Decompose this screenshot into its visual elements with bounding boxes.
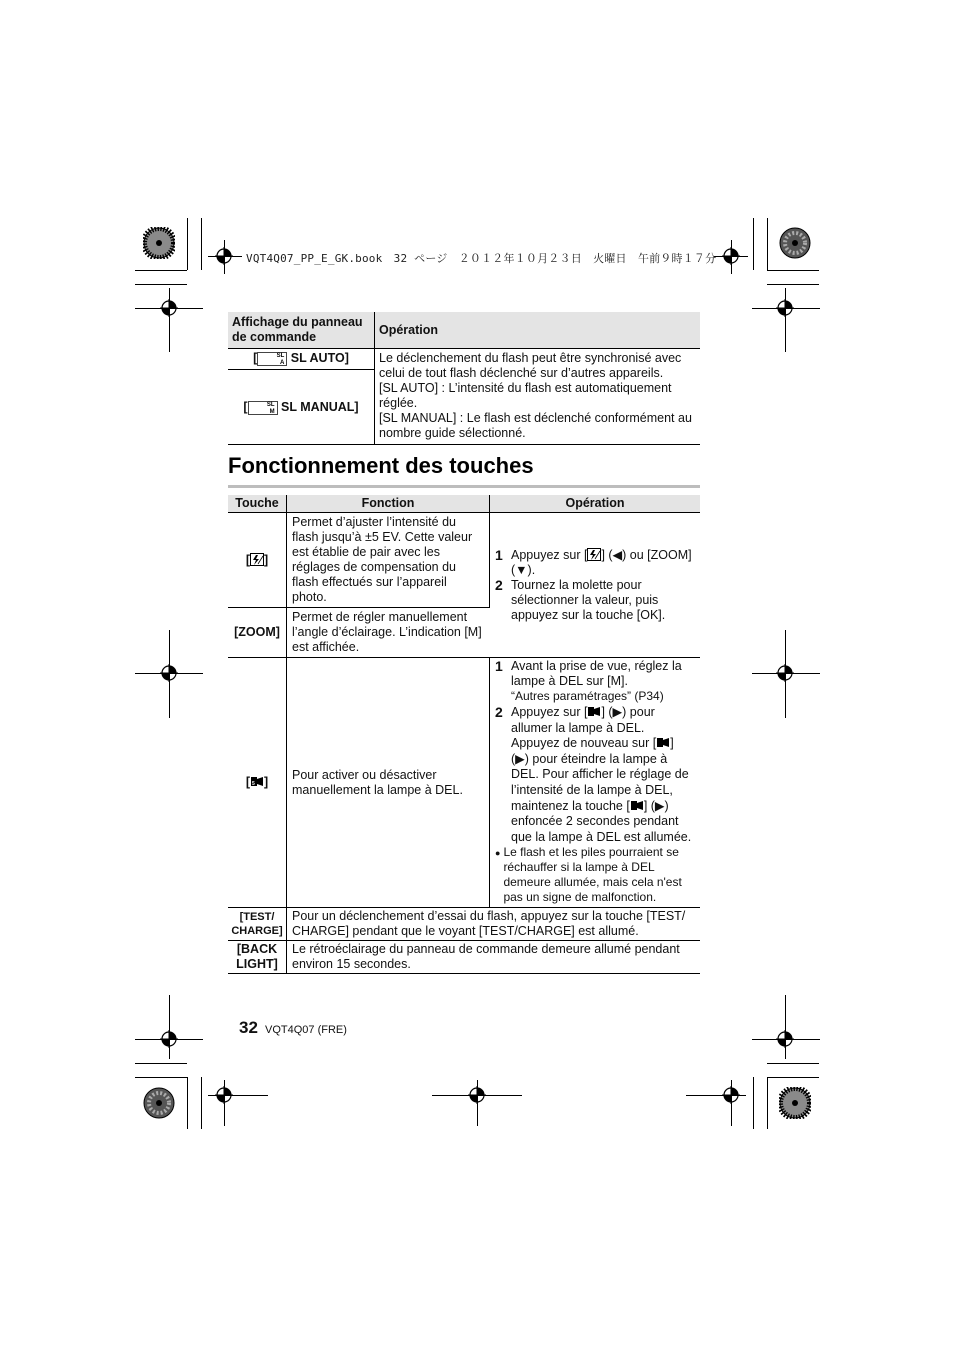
sl-auto-icon: SL A	[257, 352, 287, 366]
back-light-text: Le rétroéclairage du panneau de commande demeure allumé pendant environ 15 secondes.	[292, 942, 680, 972]
svg-text:5: 5	[252, 781, 255, 788]
rosette-mark-icon	[779, 1087, 811, 1119]
zoom-function: Permet de régler manuellement l’angle d’éclairage. L’indication [M] est affichée.	[292, 610, 482, 654]
sl-manual-label: [ SL M SL MANUAL]	[228, 370, 375, 445]
registration-target-icon	[468, 1086, 486, 1104]
flash-compensation-icon	[250, 553, 264, 566]
book-header-line: VQT4Q07_PP_E_GK.book 32 ページ ２０１２年１０月２３日 火曜日 午前９時１７分	[246, 252, 717, 265]
registration-target-icon	[215, 1086, 233, 1104]
flash-function: Permet d’ajuster l’intensité du flash jusqu’à ±5 EV. Cette valeur est établie de pair avec les réglages de compensation du flash effectués sur l’appareil photo.	[287, 513, 490, 608]
registration-target-icon	[160, 664, 178, 682]
flash-compensation-icon	[587, 548, 601, 561]
key-led: [ 5 ]	[228, 658, 287, 908]
led-lamp-icon	[250, 775, 264, 788]
panel-display-table	[228, 312, 700, 445]
registration-target-icon	[722, 1086, 740, 1104]
sl-description: Le déclenchement du flash peut être synchronisé avec celui de tout flash déclenché sur d’autres appareils. [SL AUTO] : L’intensité du flash est automatiquement réglée. [SL MANUAL] : Le flash est déclenché conformément au nombre guide sélectionné.	[375, 349, 701, 445]
step-1: 1 Avant la prise de vue, réglez la lampe à DEL sur [M]. “Autres paramétrages” (P34)	[495, 658, 682, 703]
col-header-operation: Opération	[490, 495, 701, 513]
col-header-display: Affichage du panneau de commande	[228, 312, 375, 349]
flash-zoom-steps	[490, 513, 701, 658]
col-header-key: Touche	[228, 495, 287, 513]
title-rule	[228, 485, 700, 488]
rosette-mark-icon	[143, 227, 175, 259]
registration-target-icon	[776, 1030, 794, 1048]
col-header-function: Fonction	[287, 495, 490, 513]
led-note: ● Le flash et les piles pourraient se réchauffer si la lampe à DEL demeure allumée, mais cela n'est pas un signe de malfonction.	[495, 845, 682, 905]
step-1: 1 Appuyez sur [ ] (◀) ou [ZOOM] (▼).	[495, 546, 692, 577]
key-zoom: [ZOOM]	[228, 608, 287, 658]
led-lamp-icon	[656, 736, 670, 749]
key-flash: [ ]	[228, 513, 287, 608]
step-2: 2 Appuyez sur [ ] (▶) pour allumer la lampe à DEL. Appuyez de nouveau sur [ ] (▶) pour éteindre la lampe à DEL. Pour afficher le réglage de l’intensité de la lampe à DEL, maintenez la touche [ ] (▶) enfoncée 2 secondes pendant que la lampe à DEL est allumée.	[495, 704, 692, 844]
registration-target-icon	[776, 299, 794, 317]
led-function: Pour activer ou désactiver manuellement la lampe à DEL.	[287, 658, 490, 908]
page-number: 32	[239, 1018, 258, 1037]
step-2: 2 Tournez la molette pour sélectionner la valeur, puis appuyez sur la touche [OK].	[495, 576, 666, 622]
key-test-charge: [TEST/ CHARGE]	[228, 908, 287, 941]
led-lamp-icon	[630, 799, 644, 812]
section-title: Fonctionnement des touches	[228, 453, 534, 478]
registration-target-icon	[776, 664, 794, 682]
registration-target-icon	[160, 1030, 178, 1048]
rosette-mark-icon	[143, 1087, 175, 1119]
rosette-mark-icon	[779, 227, 811, 259]
registration-target-icon	[215, 247, 233, 265]
document-code: VQT4Q07 (FRE)	[265, 1024, 347, 1036]
keys-table	[228, 495, 700, 974]
led-lamp-icon	[587, 705, 601, 718]
registration-target-icon	[160, 299, 178, 317]
led-steps	[490, 658, 701, 908]
sl-manual-icon: SL M	[248, 401, 278, 415]
test-charge-text: Pour un déclenchement d’essai du flash, appuyez sur la touche [TEST/ CHARGE] pendant que le voyant [TEST/CHARGE] est allumé.	[292, 909, 686, 939]
sl-auto-label: [ SL A SL AUTO]	[228, 349, 375, 370]
col-header-operation: Opération	[375, 312, 701, 349]
registration-target-icon	[722, 247, 740, 265]
bullet-icon: ●	[495, 848, 501, 859]
key-back-light: [BACK LIGHT]	[228, 941, 287, 974]
